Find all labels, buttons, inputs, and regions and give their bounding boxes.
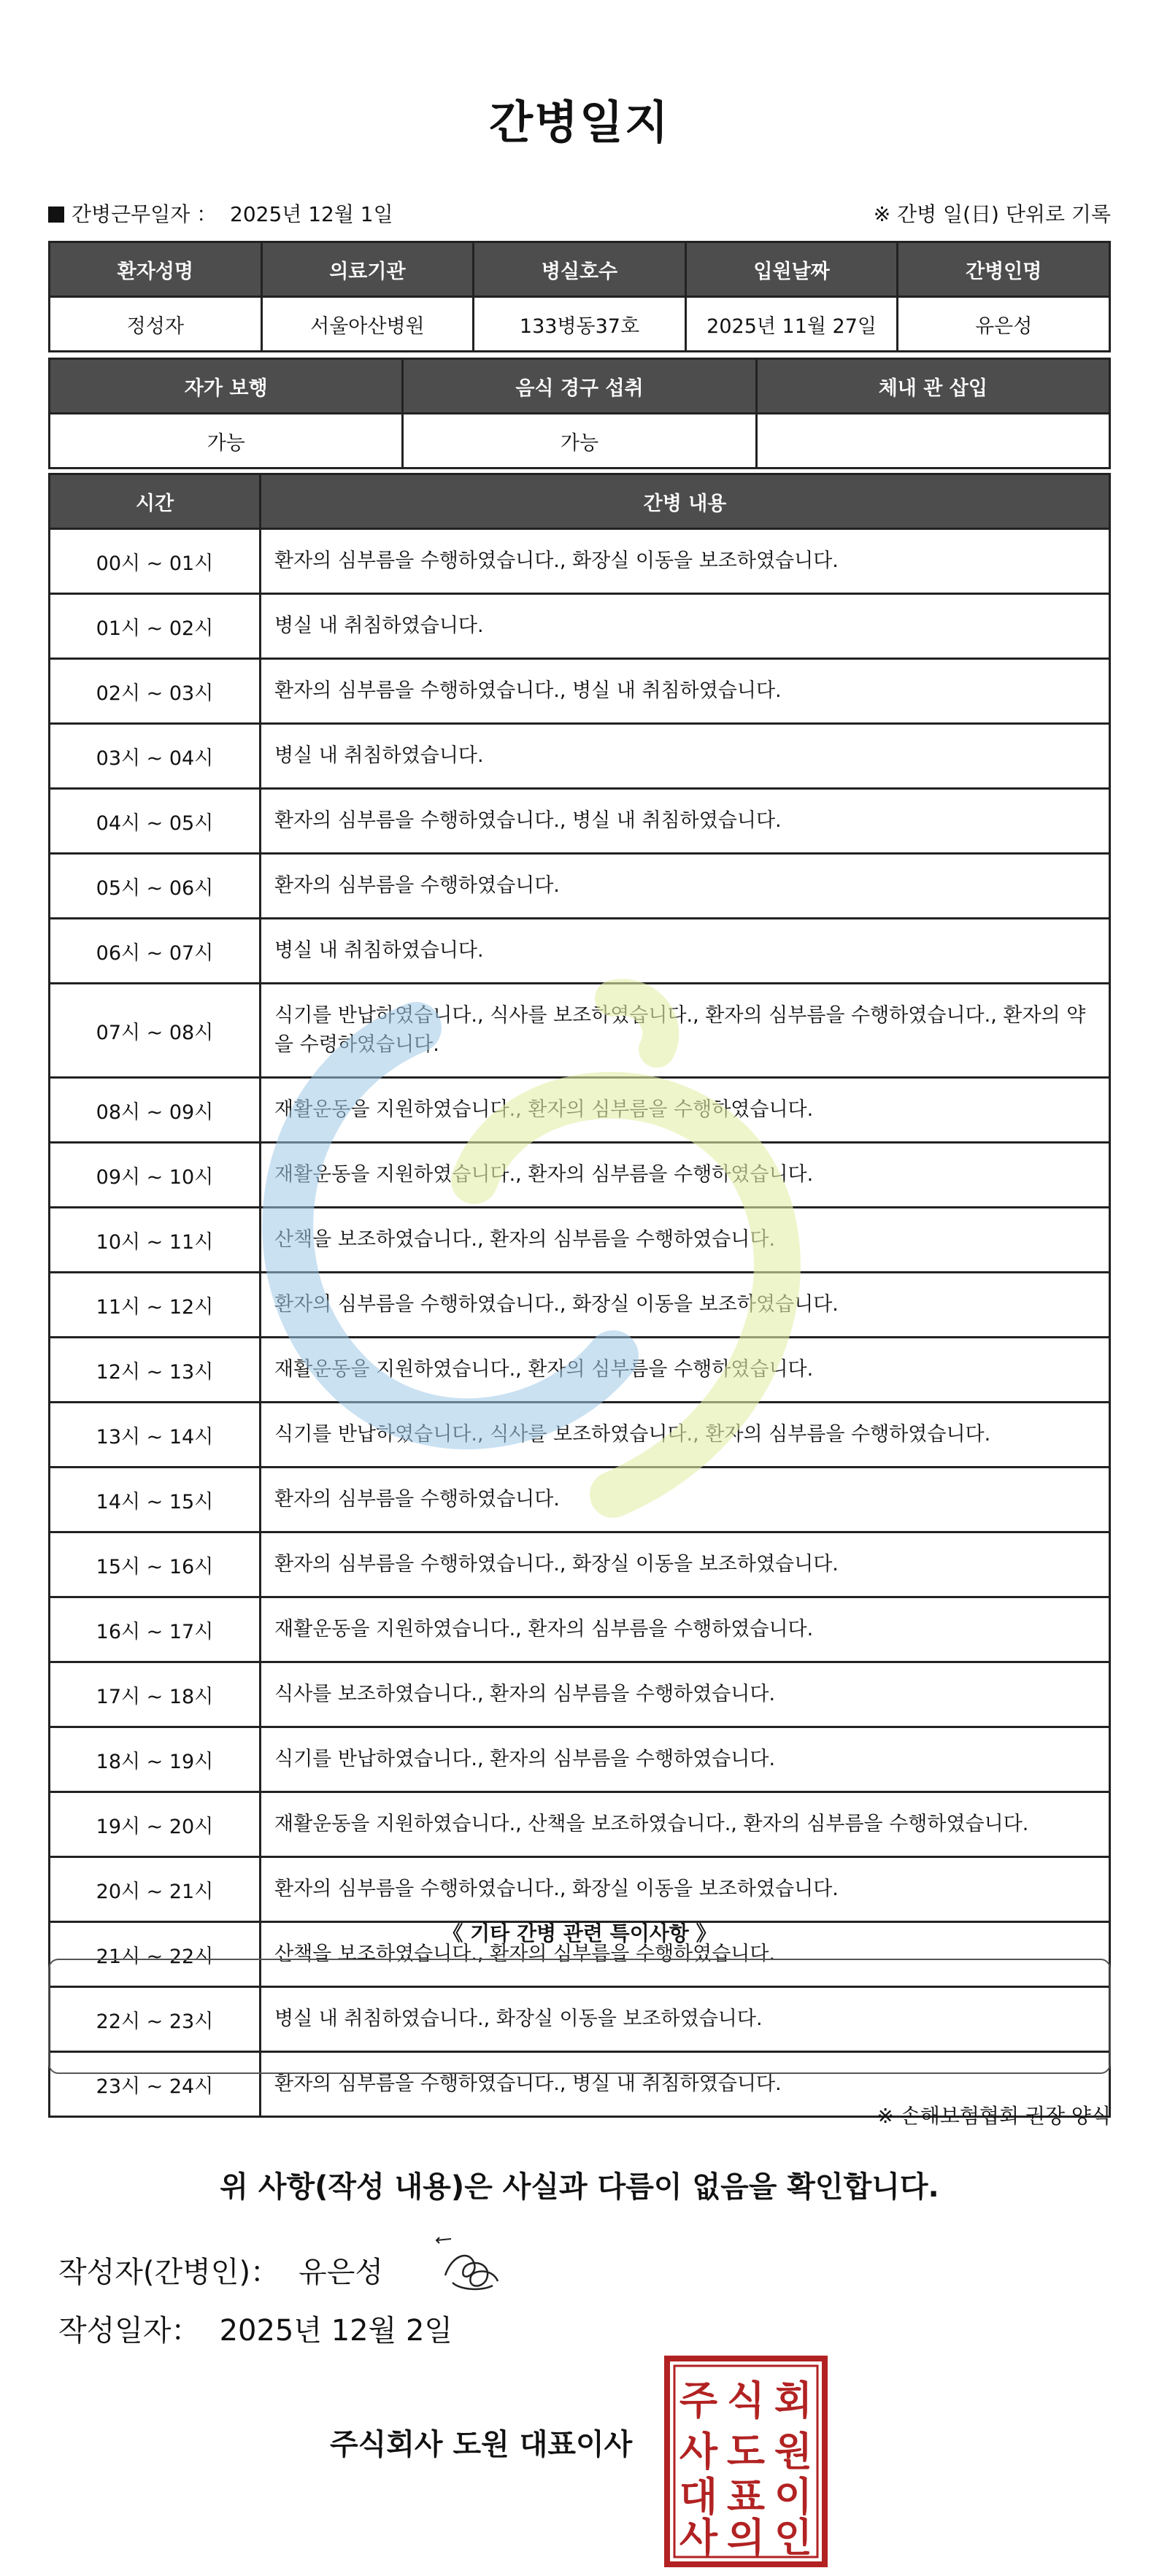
- svg-text:사: 사: [679, 2515, 718, 2561]
- time-cell: 17시 ~ 18시: [50, 1662, 261, 1727]
- table-row: [50, 1143, 1110, 1208]
- care-content-cell: 식사를 보조하였습니다., 환자의 심부름을 수행하였습니다.: [261, 1662, 1110, 1727]
- care-content-cell: 환자의 심부름을 수행하였습니다., 병실 내 취침하였습니다.: [261, 789, 1110, 854]
- written-date-label: 작성일자：: [58, 2314, 201, 2348]
- table-row: [50, 1468, 1110, 1532]
- svg-text:회: 회: [774, 2378, 813, 2423]
- time-cell: 07시 ~ 08시: [50, 984, 261, 1078]
- recommendation-note: ※ 손해보험협회 권장 양식: [877, 2104, 1111, 2128]
- unit-note: ※ 간병 일(日) 단위로 기록: [873, 202, 1111, 226]
- header-room: 병실호수: [474, 242, 686, 297]
- care-content-cell: 병실 내 취침하였습니다.: [261, 724, 1110, 789]
- care-content-cell: 재활운동을 지원하였습니다., 환자의 심부름을 수행하였습니다.: [261, 1597, 1110, 1662]
- care-content-cell: 식기를 반납하였습니다., 식사를 보조하였습니다., 환자의 심부름을 수행하였습니다.: [261, 1403, 1110, 1468]
- time-cell: 15시 ~ 16시: [50, 1532, 261, 1597]
- confirmation-statement: 위 사항(작성 내용)은 사실과 다름이 없음을 확인합니다.: [220, 2170, 939, 2204]
- work-date-label: 간병근무일자 ：: [72, 202, 217, 226]
- time-cell: 12시 ~ 13시: [50, 1338, 261, 1403]
- table-row: [50, 1532, 1110, 1597]
- time-cell: 20시 ~ 21시: [50, 1857, 261, 1922]
- written-date-value: 2025년 12월 2일: [219, 2314, 453, 2348]
- care-log-table: [48, 473, 1111, 2118]
- header-admission-date: 입원날짜: [685, 242, 898, 297]
- self-walking-value: 가능: [50, 414, 403, 468]
- care-content-cell: 환자의 심부름을 수행하였습니다., 화장실 이동을 보조하였습니다.: [261, 1857, 1110, 1922]
- room-number: 133병동37호: [474, 297, 686, 352]
- header-oral-intake: 음식 경구 섭취: [403, 359, 756, 414]
- writer-name: 유은성: [299, 2256, 383, 2289]
- table-row: [50, 1857, 1110, 1922]
- tube-insertion-value: [756, 414, 1109, 468]
- table-row: [50, 594, 1110, 659]
- header-hospital: 의료기관: [261, 242, 474, 297]
- page-title: 간병일지: [489, 96, 670, 149]
- care-content-cell: 환자의 심부름을 수행하였습니다.: [261, 1468, 1110, 1532]
- table-row: [50, 1727, 1110, 1792]
- care-content-cell: 재활운동을 지원하였습니다., 환자의 심부름을 수행하였습니다.: [261, 1078, 1110, 1143]
- time-cell: 22시 ~ 23시: [50, 1987, 261, 2052]
- table-row: [50, 659, 1110, 724]
- table-row: [50, 1792, 1110, 1857]
- time-cell: 00시 ~ 01시: [50, 529, 261, 594]
- time-cell: 23시 ~ 24시: [50, 2052, 261, 2117]
- time-cell: 16시 ~ 17시: [50, 1597, 261, 1662]
- header-care-content: 간병 내용: [261, 474, 1110, 529]
- square-bullet-icon: [48, 207, 64, 223]
- table-row: [50, 529, 1110, 594]
- table-row: [50, 854, 1110, 919]
- table-row: [50, 984, 1110, 1078]
- table-row: [50, 1208, 1110, 1273]
- care-content-cell: 식기를 반납하였습니다., 환자의 심부름을 수행하였습니다.: [261, 1727, 1110, 1792]
- svg-text:도: 도: [726, 2429, 766, 2475]
- time-cell: 09시 ~ 10시: [50, 1143, 261, 1208]
- time-cell: 10시 ~ 11시: [50, 1208, 261, 1273]
- notes-heading: 《 기타 간병 관련 특이사항 》: [442, 1921, 717, 1946]
- notes-box: [48, 1959, 1111, 2074]
- care-content-cell: 병실 내 취침하였습니다.: [261, 594, 1110, 659]
- table-row: [50, 1338, 1110, 1403]
- care-content-cell: 산책을 보조하였습니다., 환자의 심부름을 수행하였습니다.: [261, 1208, 1110, 1273]
- time-cell: 06시 ~ 07시: [50, 919, 261, 984]
- time-cell: 05시 ~ 06시: [50, 854, 261, 919]
- writer-label: 작성자(간병인)：: [58, 2256, 280, 2289]
- care-content-cell: 식기를 반납하였습니다., 식사를 보조하였습니다., 환자의 심부름을 수행하였습니다., 환자의 약을 수령하였습니다.: [261, 984, 1110, 1078]
- time-cell: 11시 ~ 12시: [50, 1273, 261, 1338]
- patient-status-table: [48, 358, 1111, 469]
- table-row: [50, 789, 1110, 854]
- svg-text:원: 원: [774, 2429, 813, 2475]
- care-content-cell: 재활운동을 지원하였습니다., 산책을 보조하였습니다., 환자의 심부름을 수행하였습니다.: [261, 1792, 1110, 1857]
- header-tube-insertion: 체내 관 삽입: [756, 359, 1109, 414]
- time-cell: 01시 ~ 02시: [50, 594, 261, 659]
- table-row: [50, 724, 1110, 789]
- care-content-cell: 재활운동을 지원하였습니다., 환자의 심부름을 수행하였습니다.: [261, 1338, 1110, 1403]
- header-caregiver: 간병인명: [898, 242, 1110, 297]
- svg-text:식: 식: [726, 2378, 766, 2423]
- svg-text:표: 표: [726, 2474, 766, 2520]
- table-row: [50, 1403, 1110, 1468]
- time-cell: 03시 ~ 04시: [50, 724, 261, 789]
- table-row: [50, 1597, 1110, 1662]
- hospital-name: 서울아산병원: [261, 297, 474, 352]
- header-time: 시간: [50, 474, 261, 529]
- care-content-cell: 환자의 심부름을 수행하였습니다., 화장실 이동을 보조하였습니다.: [261, 529, 1110, 594]
- work-date-value: 2025년 12월 1일: [230, 202, 393, 226]
- care-content-cell: 환자의 심부름을 수행하였습니다., 화장실 이동을 보조하였습니다.: [261, 1273, 1110, 1338]
- time-cell: 08시 ~ 09시: [50, 1078, 261, 1143]
- header-patient-name: 환자성명: [50, 242, 262, 297]
- care-content-cell: 환자의 심부름을 수행하였습니다.: [261, 854, 1110, 919]
- table-row: [50, 919, 1110, 984]
- time-cell: 19시 ~ 20시: [50, 1792, 261, 1857]
- header-self-walking: 자가 보행: [50, 359, 403, 414]
- time-cell: 02시 ~ 03시: [50, 659, 261, 724]
- time-cell: 04시 ~ 05시: [50, 789, 261, 854]
- care-content-cell: 환자의 심부름을 수행하였습니다., 병실 내 취침하였습니다.: [261, 659, 1110, 724]
- svg-text:인: 인: [774, 2515, 813, 2561]
- company-seal-icon: [664, 2356, 828, 2567]
- patient-info-table: [48, 241, 1111, 352]
- work-date: [48, 198, 393, 228]
- table-header-row: [50, 242, 1110, 297]
- writer-line: [58, 2249, 383, 2291]
- care-content-cell: 환자의 심부름을 수행하였습니다., 화장실 이동을 보조하였습니다.: [261, 1532, 1110, 1597]
- signature-icon: [431, 2232, 511, 2297]
- svg-text:대: 대: [679, 2474, 718, 2520]
- time-cell: 13시 ~ 14시: [50, 1403, 261, 1468]
- time-cell: 21시 ~ 22시: [50, 1922, 261, 1987]
- svg-text:사: 사: [679, 2429, 718, 2475]
- patient-name: 정성자: [50, 297, 262, 352]
- time-cell: 14시 ~ 15시: [50, 1468, 261, 1532]
- care-content-cell: 산책을 보조하였습니다., 환자의 심부름을 수행하였습니다.: [261, 1922, 1110, 1987]
- svg-text:의: 의: [726, 2515, 766, 2561]
- table-row: [50, 297, 1110, 352]
- svg-text:이: 이: [774, 2474, 813, 2520]
- company-representative: 주식회사 도원 대표이사: [330, 2428, 633, 2461]
- time-cell: 18시 ~ 19시: [50, 1727, 261, 1792]
- care-log-rows: [50, 529, 1110, 2117]
- table-row: [50, 414, 1110, 468]
- written-date-line: [58, 2307, 453, 2349]
- care-content-cell: 병실 내 취침하였습니다., 화장실 이동을 보조하였습니다.: [261, 1987, 1110, 2052]
- oral-intake-value: 가능: [403, 414, 756, 468]
- table-row: [50, 1273, 1110, 1338]
- table-header-row: [50, 474, 1110, 529]
- table-header-row: [50, 359, 1110, 414]
- table-row: [50, 1662, 1110, 1727]
- table-row: [50, 1078, 1110, 1143]
- caregiver-name: 유은성: [898, 297, 1110, 352]
- care-content-cell: 재활운동을 지원하였습니다., 환자의 심부름을 수행하였습니다.: [261, 1143, 1110, 1208]
- care-content-cell: 환자의 심부름을 수행하였습니다., 병실 내 취침하였습니다.: [261, 2052, 1110, 2117]
- svg-text:주: 주: [679, 2378, 718, 2423]
- admission-date: 2025년 11월 27일: [685, 297, 898, 352]
- care-content-cell: 병실 내 취침하였습니다.: [261, 919, 1110, 984]
